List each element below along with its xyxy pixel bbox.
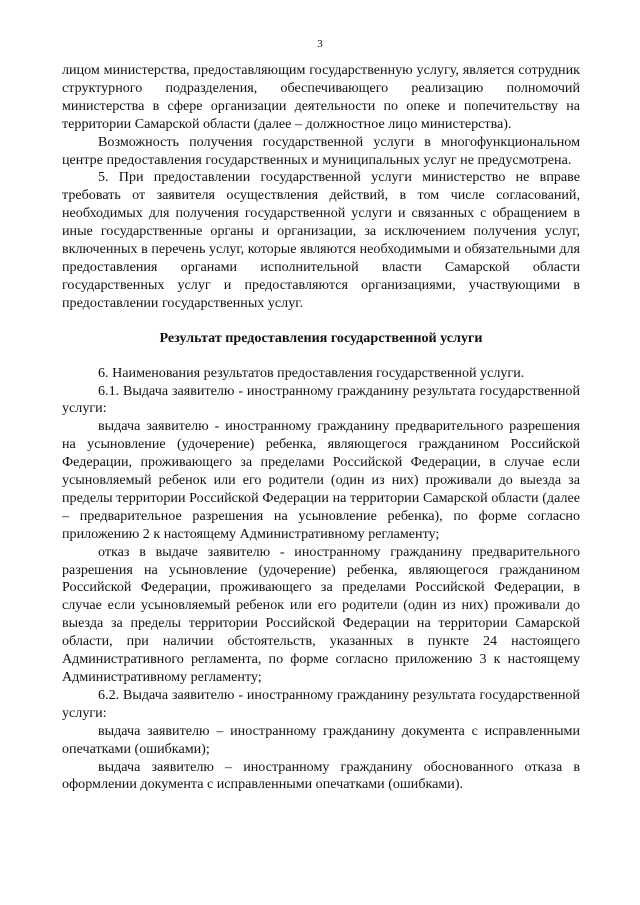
paragraph-refusal-corrected-document: выдача заявителю – иностранному гражданину обоснованного отказа в оформлении документа с исправленными опечатками (ошибками). [62, 758, 580, 793]
paragraph-item-5: 5. При предоставлении государственной услуги министерство не вправе требовать от заявителя осуществления действий, в том числе согласований, необходимых для получения государственной услуги и связанных с обращением в иные государственные органы и организации, за исключением получения услуг, включенных в перечень услуг, которые являются необходимыми и обязательными для предоставления органами исполнительной власти Самарской области государственных услуг и предоставляются организациями, участвующими в предоставлении государственных услуг. [62, 169, 580, 311]
paragraph-issue-permission: выдача заявителю - иностранному гражданину предварительного разрешения на усыновление (удочерение) ребенка, являющегося гражданином Российской Федерации, проживающего за пределами Российской Федерации, в случае если усыновляемый ребенок или его родители (один из них) проживали до выезда за пределы территории Российской Федерации на территории Самарской области (далее – предварительное разрешения на усыновление ребенка), по форме согласно приложению 2 к настоящему Административному регламенту; [62, 418, 580, 542]
paragraph-item-6: 6. Наименования результатов предоставления государственной услуги. [98, 364, 525, 381]
document-body [62, 62, 580, 794]
page-number: 3 [317, 38, 323, 50]
paragraph-responsible-official: лицом министерства, предоставляющим государственную услугу, является сотрудник структурного подразделения, обеспечивающего реализацию полномочий министерства в сфере организации деятельности по опеке и попечительству на территории Самарской области (далее – должностное лицо министерства). [62, 62, 580, 132]
paragraph-item-6-2: 6.2. Выдача заявителю - иностранному гражданину результата государственной услуги: [62, 686, 580, 721]
paragraph-refusal-permission: отказ в выдаче заявителю - иностранному гражданину предварительного разрешения на усыновление (удочерение) ребенка, являющегося гражданином Российской Федерации, проживающего за пределами Российской Федерации, в случае если усыновляемый ребенок или его родители (один из них) проживали до выезда за пределы территории Российской Федерации на территории Самарской области, при наличии обстоятельств, указанных в пункте 24 настоящего Административного регламента, по форме согласно приложению 3 к настоящему Административному регламенту; [62, 543, 580, 685]
paragraph-mfc-note: Возможность получения государственной услуги в многофункциональном центре предоставления государственных и муниципальных услуг не предусмотрена. [62, 133, 580, 168]
section-heading: Результат предоставления государственной услуги [159, 329, 483, 346]
paragraph-corrected-document: выдача заявителю – иностранному гражданину документа с исправленными опечатками (ошибками); [62, 722, 580, 757]
paragraph-item-6-1: 6.1. Выдача заявителю - иностранному гражданину результата государственной услуги: [62, 382, 580, 417]
